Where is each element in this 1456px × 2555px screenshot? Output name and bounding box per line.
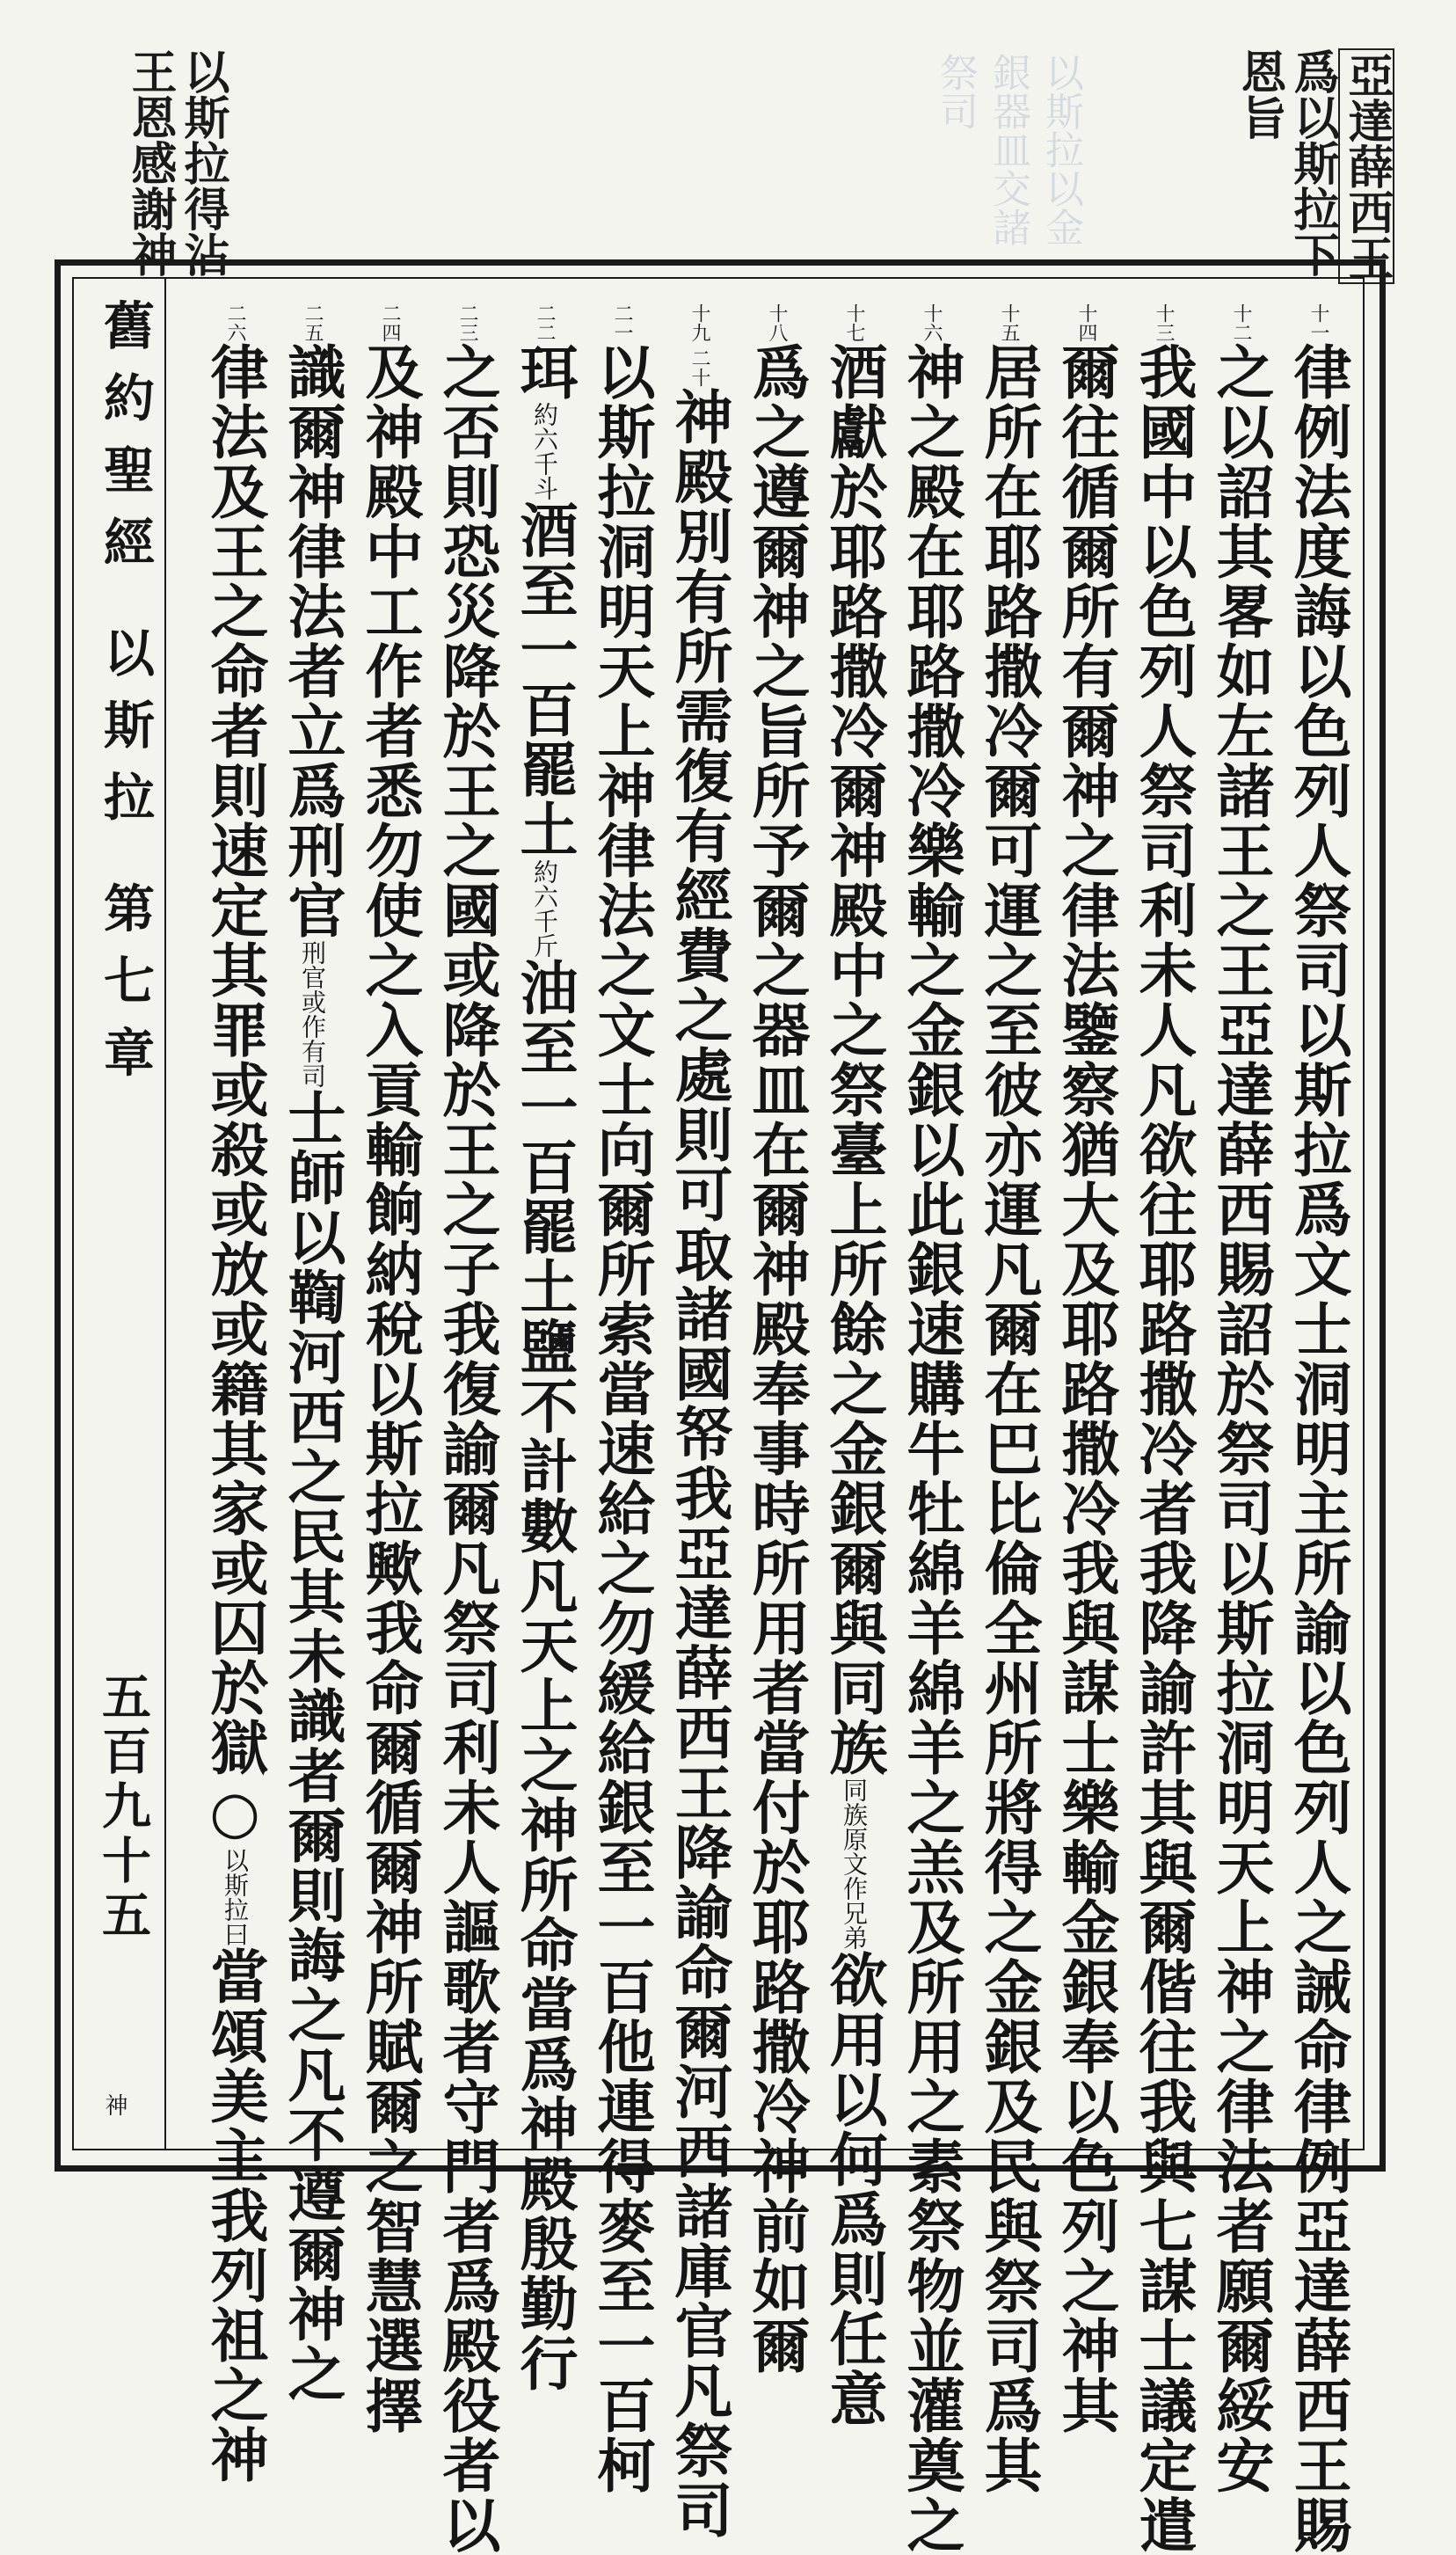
margin-note-right — [1233, 48, 1394, 284]
column-text: 爲之遵爾神之旨所予爾之器皿在爾神殿奉事時所用者當付於耶路撒冷神前如爾 — [742, 342, 811, 2376]
column-text: 以斯拉洞明天上神律法之文士向爾所索當速給之勿緩給銀至一百他連得麥至一百柯 — [587, 342, 656, 2495]
text-column — [424, 303, 510, 2555]
text-column — [1043, 303, 1129, 2435]
margin-note-line: 亞達薛西王 — [1338, 48, 1394, 284]
column-text: 神之殿在耶路撒冷樂輸之金銀以此銀速購牛牡綿羊綿羊之羔及所用之素祭物並灌奠之 — [897, 342, 965, 2555]
running-title: 舊約聖經 以斯拉 第七章 — [95, 299, 155, 1099]
verse-number: 十八 — [766, 303, 788, 342]
page-number: 五百九十五 — [94, 1671, 152, 1944]
text-column — [1120, 303, 1206, 2555]
verse-number: 十一 — [1307, 303, 1329, 342]
verse-number: 十九 二十 — [688, 303, 710, 387]
column-text: 之以詔其畧如左諸王之王亞達薛西賜詔於祭司以斯拉洞明天上神之律法者願爾綏安 — [1206, 342, 1275, 2495]
margin-note-line: 恩旨 — [1233, 48, 1286, 140]
verse-number: 二六 — [224, 303, 246, 342]
text-column — [1275, 303, 1361, 2555]
column-text: 神殿別有所需復有經費之處則可取諸國帑我亞達薛西王降諭命爾河西諸庫官凡祭司 — [665, 387, 733, 2540]
column-text: 居所在耶路撒冷爾可運之至彼亦運凡爾在巴比倫全州所將得之金銀及民與祭司爲其 — [974, 342, 1043, 2495]
text-column — [965, 303, 1052, 2495]
verse-number: 十六 — [921, 303, 943, 342]
text-column — [192, 303, 278, 2485]
verse-number: 二四 — [379, 303, 401, 342]
text-column — [346, 303, 433, 2435]
verse-number: 二五 — [302, 303, 324, 342]
margin-note-left — [123, 48, 229, 277]
column-text: 爾往循爾所有爾神之律法鑒察猶大及耶路撒冷我與謀士樂輸金銀奉以色列之神其 — [1052, 342, 1120, 2435]
column-text: 酒獻於耶路撒冷爾神殿中之祭臺上所餘之金銀爾與同族同族原文作兄弟欲用以何爲則任意 — [819, 342, 888, 2428]
text-column — [811, 303, 897, 2428]
text-column — [269, 303, 355, 2404]
column-text: 珥約六千斗酒至一百罷土約六千斤油至一百罷土鹽不計數凡天上之神所命當爲神殿殷勤行 — [510, 342, 579, 2393]
text-column — [579, 303, 665, 2495]
text-column — [656, 303, 742, 2540]
margin-note-line: 爲以斯拉下 — [1285, 48, 1339, 277]
column-text: 之否則恐災降於王之國或降於王之子我復諭爾凡祭司利未人謳歌者守門者爲殿役者以 — [433, 342, 501, 2555]
verse-number: 十五 — [998, 303, 1020, 342]
verse-number: 二三 — [456, 303, 478, 342]
verse-number: 十四 — [1075, 303, 1097, 342]
column-text: 律法及王之命者則速定其罪或殺或放或籍其家或囚於獄○以斯拉曰當頌美主我列祖之神 — [200, 342, 269, 2485]
verse-number: 十二 — [1230, 303, 1252, 342]
column-text: 識爾神律法者立爲刑官刑官或作有司士師以鞫河西之民其未識者爾則誨之凡不遵爾神之 — [278, 342, 346, 2404]
verse-number: 十七 — [843, 303, 865, 342]
catchword: 神 — [101, 2093, 127, 2116]
margin-note-line: 以斯拉得沾 — [176, 48, 229, 277]
text-column — [1198, 303, 1284, 2495]
verse-number: 二一 — [611, 303, 633, 342]
column-text: 及神殿中工作者悉勿使之入貢輸餉納稅以斯拉歟我命爾循爾神所賦爾之智慧選擇 — [355, 342, 424, 2435]
bleed-through-text: 以斯拉以金 銀器皿交諸 祭司 — [933, 53, 1083, 246]
text-column — [733, 303, 819, 2376]
text-column — [888, 303, 974, 2555]
margin-note-line: 王恩感謝神 — [123, 48, 177, 277]
column-text: 我國中以色列人祭司利未人凡欲往耶路撒冷者我降諭許其與爾偕往我與七謀士議定遣 — [1129, 342, 1198, 2555]
column-text: 律例法度誨以色列人祭司以斯拉爲文士洞明主所諭以色列人之誡命律例亞達薛西王賜 — [1284, 342, 1352, 2555]
verse-number: 二二 — [534, 303, 556, 342]
text-column — [501, 303, 587, 2393]
verse-number: 十三 — [1153, 303, 1175, 342]
